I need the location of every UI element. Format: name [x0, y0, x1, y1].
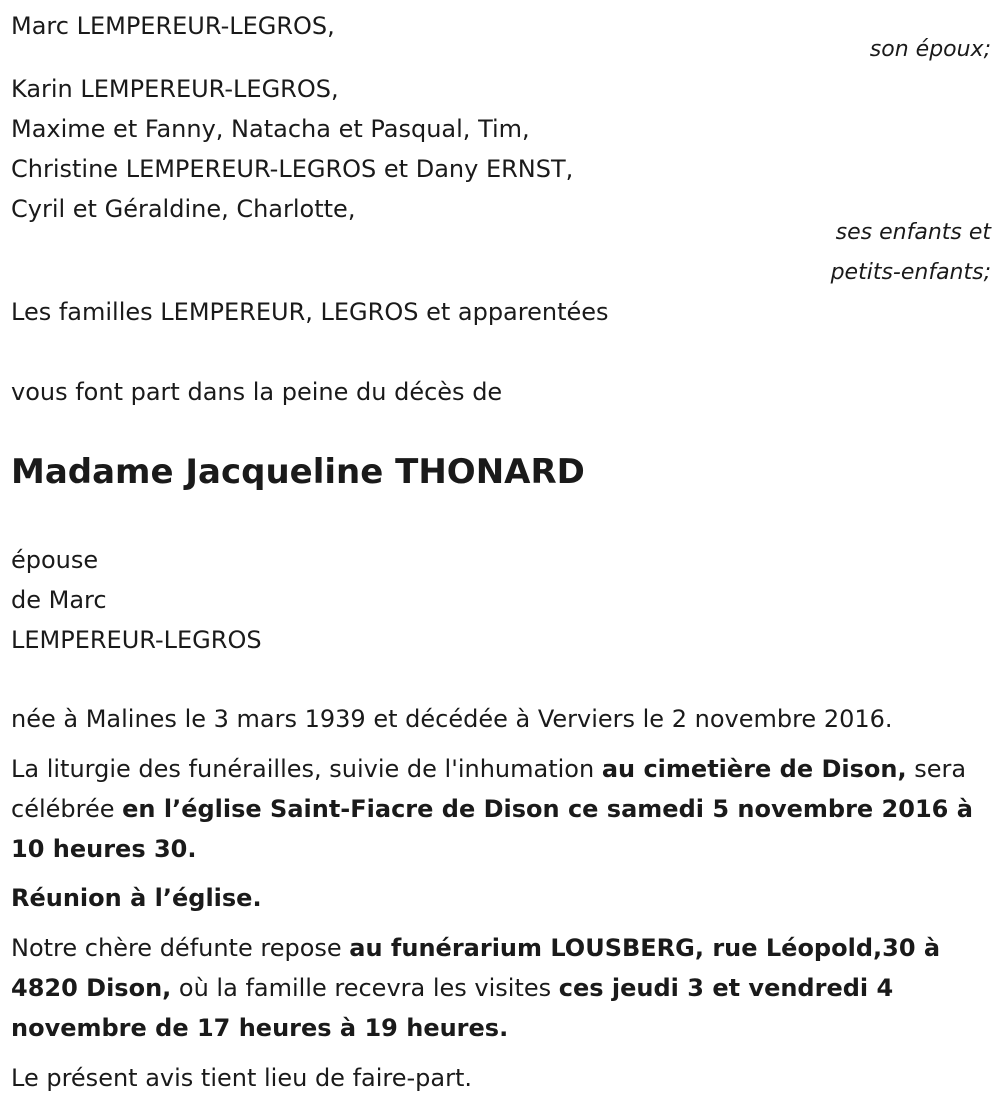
deceased-name: Madame Jacqueline THONARD [11, 452, 585, 492]
meeting-line: Réunion à l’église. [11, 884, 262, 912]
grandchildren-role: petits-enfants; [830, 260, 991, 285]
child-line: Maxime et Fanny, Natacha et Pasqual, Tim, [11, 115, 530, 143]
liturgy-church: en l’église Saint-Fiacre de Dison ce samedi 5 novembre 2016 à 10 heures 30. [11, 795, 973, 863]
liturgy-text: La liturgie des funérailles, suivie de l'inhumation [11, 755, 602, 783]
visits-location: au funérarium LOUSBERG, rue Léopold,30 à 4820 Dison, [11, 934, 941, 1002]
visits-times: ces jeudi 3 et vendredi 4 novembre de 17 heures à 19 heures. [11, 974, 894, 1042]
birth-death-line: née à Malines le 3 mars 1939 et décédée à Verviers le 2 novembre 2016. [11, 705, 893, 733]
child-line: Christine LEMPEREUR-LEGROS et Dany ERNST, [11, 155, 574, 183]
liturgy-cemetery: au cimetière de Dison, [601, 755, 907, 783]
spouse-role: son époux; [869, 37, 991, 62]
relation-line: LEMPEREUR-LEGROS [11, 626, 262, 654]
relation-line: de Marc [11, 586, 107, 614]
children-role: ses enfants et [835, 220, 991, 245]
visits-text: où la famille recevra les visites [171, 974, 559, 1002]
liturgy-paragraph [11, 749, 986, 869]
liturgy-text: sera célébrée [11, 755, 967, 823]
announcement: vous font part dans la peine du décès de [11, 378, 503, 406]
spouse-name: Marc LEMPEREUR-LEGROS, [11, 12, 335, 40]
relation-line: épouse [11, 546, 99, 574]
closing-line: Le présent avis tient lieu de faire-part. [11, 1064, 473, 1092]
child-line: Karin LEMPEREUR-LEGROS, [11, 75, 339, 103]
visits-text: Notre chère défunte repose [11, 934, 350, 962]
child-line: Cyril et Géraldine, Charlotte, [11, 195, 356, 223]
visits-paragraph [11, 928, 986, 1048]
families-line: Les familles LEMPEREUR, LEGROS et apparentées [11, 298, 609, 326]
